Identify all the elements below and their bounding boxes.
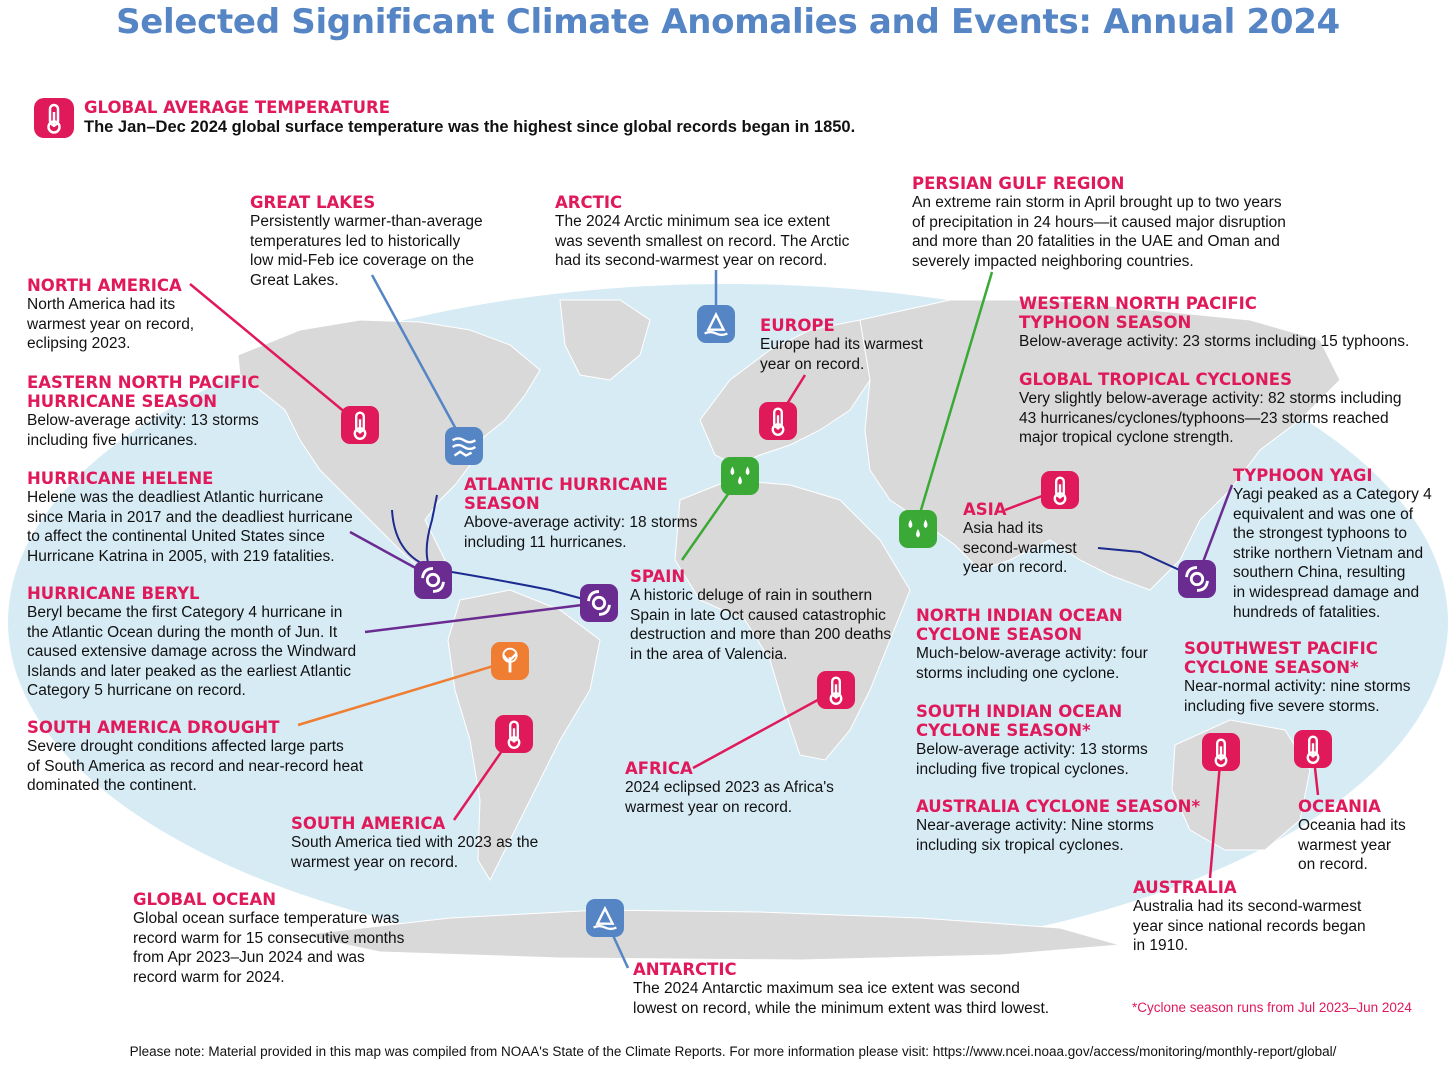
oceania-thermometer-icon bbox=[1294, 730, 1332, 768]
australia-heading: AUSTRALIA bbox=[1133, 878, 1237, 897]
south-america-heading: SOUTH AMERICA bbox=[291, 814, 446, 833]
north-america-heading: NORTH AMERICA bbox=[27, 276, 182, 295]
south-america-drought-text: Severe drought conditions affected large parts of South America as record and near-record heat dominated the continent. bbox=[27, 738, 364, 795]
australia-cyclone-heading: AUSTRALIA CYCLONE SEASON* bbox=[916, 797, 1201, 816]
atlantic-hurricane-heading: ATLANTIC HURRICANE SEASON bbox=[464, 475, 668, 513]
hurricane-helene-text: Helene was the deadliest Atlantic hurricane since Maria in 2017 and the deadliest hurricane to affect the continental United States since Hurricane Katrina in 2005, with 219 fatalities. bbox=[27, 489, 353, 565]
hurricane-helene-block bbox=[27, 469, 353, 566]
australia-cyclone-block bbox=[916, 797, 1200, 855]
persian-gulf-heading: PERSIAN GULF REGION bbox=[912, 174, 1125, 193]
typhoon-yagi-heading: TYPHOON YAGI bbox=[1233, 466, 1373, 485]
africa-heading: AFRICA bbox=[625, 759, 693, 778]
southwest-pacific-block bbox=[1184, 639, 1411, 716]
north-america-thermometer-icon bbox=[341, 406, 379, 444]
antarctic-block bbox=[633, 960, 1049, 1018]
australia-block bbox=[1133, 878, 1366, 956]
hurricane-beryl-icon bbox=[580, 584, 618, 622]
western-north-pacific-block bbox=[1019, 294, 1409, 352]
western-north-pacific-heading: WESTERN NORTH PACIFIC TYPHOON SEASON bbox=[1019, 294, 1257, 332]
persian-gulf-block bbox=[912, 174, 1286, 271]
south-america-text: South America tied with 2023 as the warmest year on record. bbox=[291, 834, 539, 871]
persian-gulf-rain-icon bbox=[899, 510, 937, 548]
arctic-heading: ARCTIC bbox=[555, 193, 623, 212]
south-indian-ocean-block bbox=[916, 702, 1148, 779]
great-lakes-heading: GREAT LAKES bbox=[250, 193, 376, 212]
oceania-heading: OCEANIA bbox=[1298, 797, 1381, 816]
europe-heading: EUROPE bbox=[760, 316, 835, 335]
great-lakes-block bbox=[250, 193, 483, 290]
europe-thermometer-icon bbox=[759, 402, 797, 440]
global-average-temperature-heading: GLOBAL AVERAGE TEMPERATURE bbox=[84, 98, 390, 117]
europe-text: Europe had its warmest year on record. bbox=[760, 336, 923, 373]
asia-block bbox=[963, 500, 1077, 578]
southwest-pacific-text: Near-normal activity: nine storms including five severe storms. bbox=[1184, 678, 1411, 715]
global-ocean-text: Global ocean surface temperature was record warm for 15 consecutive months from Apr 2023–Jun 2024 and was record warm for 2024. bbox=[133, 910, 405, 986]
hurricane-helene-icon bbox=[414, 561, 452, 599]
global-ocean-heading: GLOBAL OCEAN bbox=[133, 890, 277, 909]
global-average-temperature-text: The Jan–Dec 2024 global surface temperature was the highest since global records began in 1850. bbox=[84, 118, 856, 136]
southwest-pacific-heading: SOUTHWEST PACIFIC CYCLONE SEASON* bbox=[1184, 639, 1378, 677]
spain-block bbox=[630, 567, 891, 664]
atlantic-hurricane-text: Above-average activity: 18 storms including 11 hurricanes. bbox=[464, 514, 698, 551]
arctic-sea-ice-icon bbox=[697, 305, 735, 343]
south-america-block bbox=[291, 814, 538, 872]
persian-gulf-text: An extreme rain storm in April brought up to two years of precipitation in 24 hours—it caused major disruption and more than 20 fatalities in the UAE and Oman and severely impacted neighboring countries. bbox=[912, 194, 1286, 270]
eastern-north-pacific-block bbox=[27, 373, 259, 450]
cyclone-season-footnote: *Cyclone season runs from Jul 2023–Jun 2024 bbox=[1132, 1000, 1412, 1015]
atlantic-hurricane-block bbox=[464, 475, 697, 552]
south-america-drought-block bbox=[27, 718, 363, 796]
hurricane-helene-heading: HURRICANE HELENE bbox=[27, 469, 214, 488]
north-indian-ocean-heading: NORTH INDIAN OCEAN CYCLONE SEASON bbox=[916, 606, 1123, 644]
hurricane-beryl-heading: HURRICANE BERYL bbox=[27, 584, 200, 603]
asia-thermometer-icon bbox=[1041, 471, 1079, 509]
hurricane-beryl-text: Beryl became the first Category 4 hurricane in the Atlantic Ocean during the month of Jun. It caused extensive damage across the Windward Islands and later peaked as the earliest Atlantic Category 5 hurricane on record. bbox=[27, 604, 357, 700]
south-america-thermometer-icon bbox=[495, 715, 533, 753]
oceania-text: Oceania had its warmest year on record. bbox=[1298, 817, 1406, 874]
north-indian-ocean-block bbox=[916, 606, 1148, 683]
spain-rain-icon bbox=[721, 457, 759, 495]
global-ocean-block bbox=[133, 890, 404, 987]
spain-text: A historic deluge of rain in southern Spain in late Oct caused catastrophic destruction and more than 200 deaths in the area of Valencia. bbox=[630, 587, 892, 663]
asia-text: Asia had its second-warmest year on record. bbox=[963, 520, 1077, 577]
south-indian-ocean-text: Below-average activity: 13 storms including five tropical cyclones. bbox=[916, 741, 1148, 778]
australia-text: Australia had its second-warmest year since national records began in 1910. bbox=[1133, 898, 1366, 955]
south-indian-ocean-heading: SOUTH INDIAN OCEAN CYCLONE SEASON* bbox=[916, 702, 1123, 740]
spain-heading: SPAIN bbox=[630, 567, 686, 586]
australia-cyclone-text: Near-average activity: Nine storms including six tropical cyclones. bbox=[916, 817, 1154, 854]
eastern-north-pacific-text: Below-average activity: 13 storms including five hurricanes. bbox=[27, 412, 259, 449]
western-north-pacific-text: Below-average activity: 23 storms including 15 typhoons. bbox=[1019, 333, 1410, 350]
typhoon-yagi-block bbox=[1233, 466, 1432, 622]
antarctic-text: The 2024 Antarctic maximum sea ice extent was second lowest on record, while the minimum extent was third lowest. bbox=[633, 980, 1050, 1017]
europe-block bbox=[760, 316, 923, 374]
south-america-drought-heading: SOUTH AMERICA DROUGHT bbox=[27, 718, 280, 737]
global-tropical-cyclones-text: Very slightly below-average activity: 82 storms including 43 hurricanes/cyclones/typhoons—23 storms reached major tropical cyclone strength. bbox=[1019, 390, 1402, 447]
north-america-text: North America had its warmest year on record, eclipsing 2023. bbox=[27, 296, 195, 353]
asia-heading: ASIA bbox=[963, 500, 1007, 519]
antarctic-sea-ice-icon bbox=[586, 899, 624, 937]
thermometer-icon bbox=[34, 98, 74, 138]
hurricane-beryl-block bbox=[27, 584, 356, 701]
typhoon-yagi-icon bbox=[1178, 560, 1216, 598]
australia-thermometer-icon bbox=[1202, 733, 1240, 771]
global-tropical-cyclones-block bbox=[1019, 370, 1402, 448]
north-america-block bbox=[27, 276, 194, 354]
page-title: Selected Significant Climate Anomalies and Events: Annual 2024 bbox=[116, 2, 1340, 42]
oceania-block bbox=[1298, 797, 1406, 875]
eastern-north-pacific-heading: EASTERN NORTH PACIFIC HURRICANE SEASON bbox=[27, 373, 260, 411]
drought-icon bbox=[491, 642, 529, 680]
north-indian-ocean-text: Much-below-average activity: four storms including one cyclone. bbox=[916, 645, 1148, 682]
antarctic-heading: ANTARCTIC bbox=[633, 960, 737, 979]
africa-text: 2024 eclipsed 2023 as Africa's warmest year on record. bbox=[625, 779, 834, 816]
africa-thermometer-icon bbox=[817, 671, 855, 709]
great-lakes-ice-icon bbox=[445, 427, 483, 465]
africa-block bbox=[625, 759, 834, 817]
typhoon-yagi-text: Yagi peaked as a Category 4 equivalent and was one of the strongest typhoons to strike northern Vietnam and southern China, resulting in widespread damage and hundreds of fatalities. bbox=[1233, 486, 1432, 621]
great-lakes-text: Persistently warmer-than-average temperatures led to historically low mid-Feb ice coverage on the Great Lakes. bbox=[250, 213, 483, 289]
arctic-text: The 2024 Arctic minimum sea ice extent was seventh smallest on record. The Arctic had its second-warmest year on record. bbox=[555, 213, 850, 270]
source-note: Please note: Material provided in this map was compiled from NOAA's State of the Climate Reports. For more information please visit: https://www.ncei.noaa.gov/access/monitoring/monthly-report/global/ bbox=[129, 1044, 1337, 1059]
global-tropical-cyclones-heading: GLOBAL TROPICAL CYCLONES bbox=[1019, 370, 1292, 389]
arctic-block bbox=[555, 193, 849, 271]
